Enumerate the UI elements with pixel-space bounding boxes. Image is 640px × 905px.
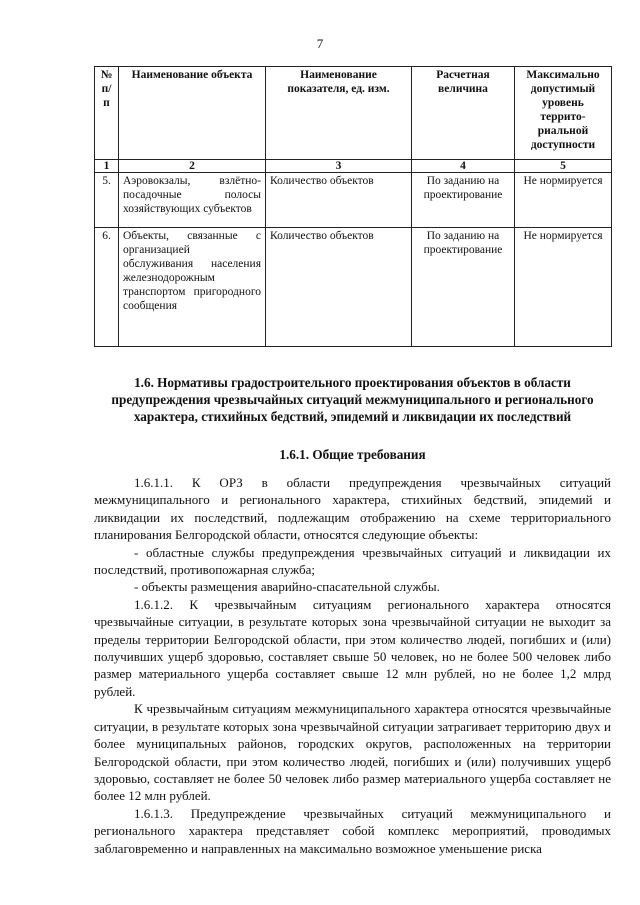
- subsection-heading: 1.6.1. Общие требования: [279, 447, 426, 462]
- table-row: [95, 228, 612, 347]
- column-number: 4: [412, 160, 515, 173]
- row-indicator: Количество объектов: [266, 228, 412, 347]
- column-number: 1: [95, 160, 119, 173]
- table-header-row: [95, 67, 612, 160]
- paragraph: - областные службы предупреждения чрезвычайных ситуаций и ликвидации их последствий, противопожарная служба;: [94, 544, 611, 578]
- column-number-row: [95, 160, 612, 173]
- norms-table: [94, 66, 612, 347]
- header-calculated-value: Расчетная величина: [412, 67, 515, 160]
- paragraph: К чрезвычайным ситуациям межмуниципального характера относятся чрезвычайные ситуации, в результате которых зона чрезвычайной ситуации затрагивает территорию двух и более муниципальных районов, городских округов, расположенных на территории Белгородской области, при этом количество людей, погибших и (или) получивших ущерб здоровью, составляет не более 50 человек либо размер материального ущерба составляет не более 12 млн рублей.: [94, 701, 611, 804]
- paragraph: 1.6.1.2. К чрезвычайным ситуациям регионального характера относятся чрезвычайные ситуации, в результате которых зона чрезвычайной ситуации не выходит за пределы территории Белгородской области, при этом количество людей, погибших и (или) получивших ущерб здоровью, составляет свыше 50 человек, но не более 500 человек либо размер материального ущерба составляет свыше 12 млн рублей, но не более 1,2 млрд рублей.: [94, 596, 611, 699]
- header-max-accessibility: Максимально допустимый уровень террито-риальной доступности: [515, 67, 612, 160]
- row-max-level: Не нормируется: [515, 173, 612, 228]
- row-value: По заданию на проектирование: [412, 173, 515, 228]
- page-number: 7: [316, 36, 324, 51]
- row-value: По заданию на проектирование: [412, 228, 515, 347]
- header-object-name: Наименование объекта: [119, 67, 266, 160]
- row-number: 5.: [95, 173, 119, 228]
- header-number: № п/п: [95, 67, 119, 160]
- header-indicator-name: Наименование показателя, ед. изм.: [266, 67, 412, 160]
- table-row: [95, 173, 612, 228]
- row-max-level: Не нормируется: [515, 228, 612, 347]
- row-number: 6.: [95, 228, 119, 347]
- body-text: [94, 474, 611, 857]
- column-number: 2: [119, 160, 266, 173]
- row-indicator: Количество объектов: [266, 173, 412, 228]
- paragraph: 1.6.1.3. Предупреждение чрезвычайных ситуаций межмуниципального и регионального характера представляет собой комплекс мероприятий, проводимых заблаговременно и направленных на максимально возможное уменьшение риска: [94, 805, 611, 856]
- column-number: 5: [515, 160, 612, 173]
- row-object: Аэровокзалы, взлётно-посадочные полосы хозяйствующих субъектов: [119, 173, 266, 228]
- column-number: 3: [266, 160, 412, 173]
- section-heading: 1.6. Нормативы градостроительного проектирования объектов в области предупреждения чрезвычайных ситуаций межмуниципального и регионального характера, стихийных бедствий, эпидемий и ликвидации их последствий: [111, 375, 594, 424]
- paragraph: 1.6.1.1. К ОРЗ в области предупреждения чрезвычайных ситуаций межмуниципального и регионального характера, стихийных бедствий, эпидемий и ликвидации их последствий, подлежащим отображению на схеме территориального планирования Белгородской области, относятся следующие объекты:: [94, 475, 611, 543]
- paragraph: - объекты размещения аварийно-спасательной службы.: [134, 579, 440, 595]
- row-object: Объекты, связанные с организацией обслуживания населения железнодорожным транспортом пригородного сообщения: [119, 228, 266, 347]
